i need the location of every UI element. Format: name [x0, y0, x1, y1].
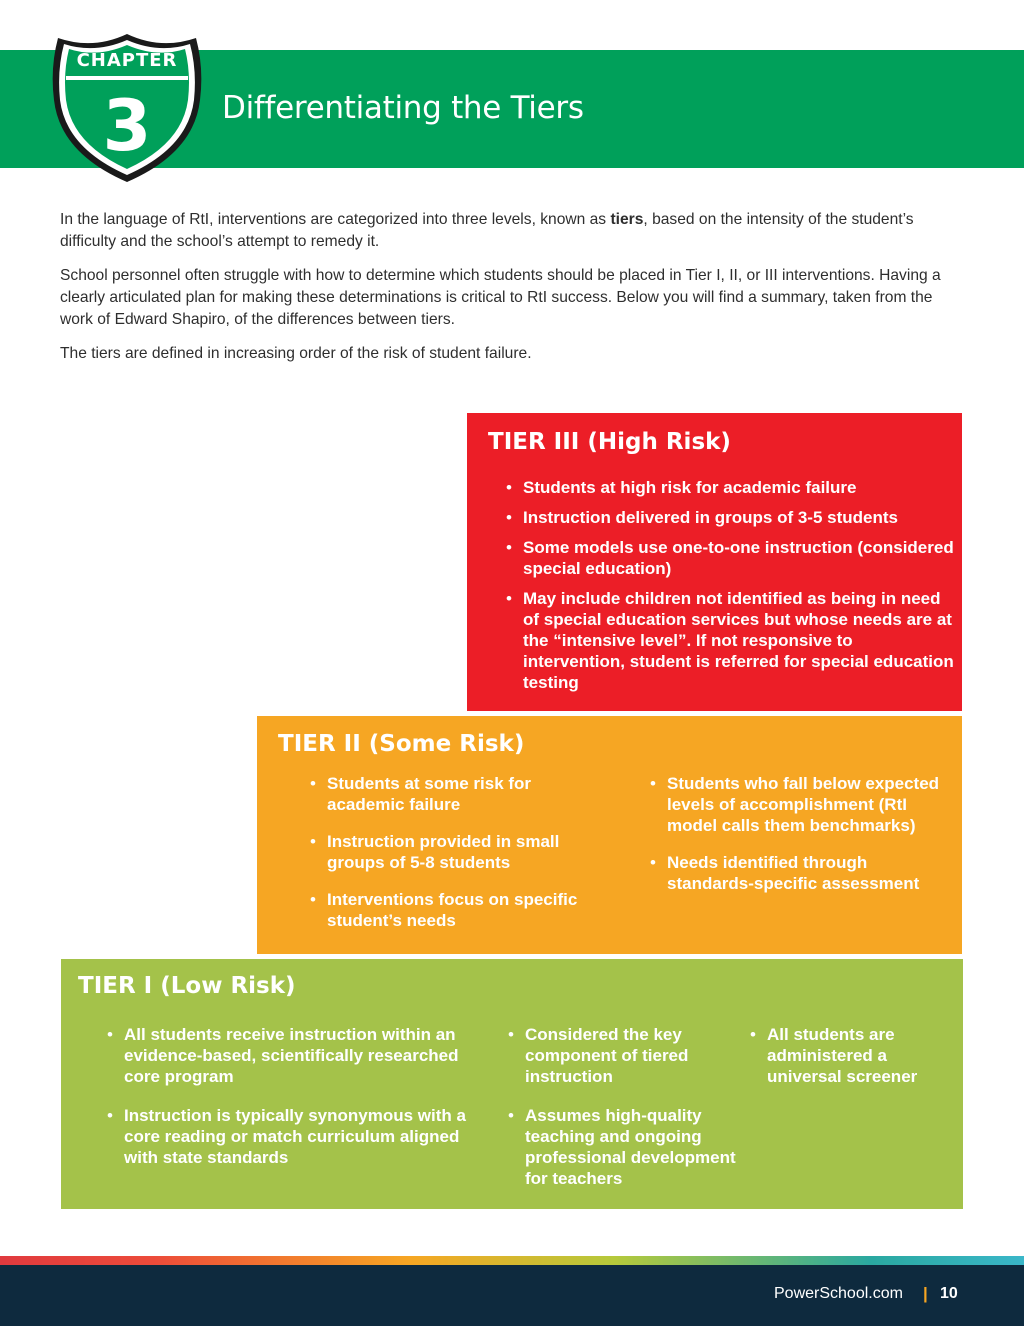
intro-paragraph-1	[60, 209, 965, 253]
list-item-text: All students receive instruction within an evidence-based, scientifically researched core program	[124, 1025, 459, 1086]
intro-paragraph-3: The tiers are defined in increasing order of the risk of student failure.	[60, 345, 532, 362]
tier-3-title: TIER III (High Risk)	[488, 429, 731, 455]
list-item-text: Instruction delivered in groups of 3-5 students	[523, 508, 898, 527]
list-item	[310, 889, 600, 931]
bullet-icon: •	[310, 774, 316, 793]
tier-2-list-left	[310, 773, 600, 947]
bullet-icon: •	[506, 538, 512, 557]
bullet-icon: •	[650, 853, 656, 872]
bullet-icon: •	[508, 1106, 514, 1125]
footer-site-link[interactable]: PowerSchool.com	[774, 1285, 903, 1302]
list-item-text: Considered the key component of tiered instruction	[525, 1025, 689, 1086]
bullet-icon: •	[310, 832, 316, 851]
list-item-text: Interventions focus on specific student’s needs	[327, 890, 578, 930]
tier-1-title: TIER I (Low Risk)	[78, 973, 296, 999]
bullet-icon: •	[506, 508, 512, 527]
bullet-icon: •	[107, 1106, 113, 1125]
list-item-text: Needs identified through standards-specific assessment	[667, 853, 920, 893]
tier-3-box	[467, 413, 962, 711]
list-item-text: Students at high risk for academic failure	[523, 478, 857, 497]
list-item	[107, 1105, 467, 1168]
page-number: 10	[940, 1285, 958, 1302]
list-item	[750, 1024, 950, 1087]
intro-paragraph-2: School personnel often struggle with how to determine which students should be placed in Tier I, II, or III interventions. Having a clearly articulated plan for making these determinations is critical to RtI success. Below you will find a summary, taken from the work of Edward Shapiro, of the differences between tiers.	[60, 267, 941, 328]
list-item	[107, 1024, 467, 1087]
bullet-icon: •	[508, 1025, 514, 1044]
tier-1-list-left	[107, 1024, 467, 1186]
intro-p1-text: In the language of RtI, interventions are categorized into three levels, known as	[60, 211, 611, 228]
list-item-text: All students are administered a universal screener	[767, 1025, 918, 1086]
list-item	[506, 477, 956, 498]
bullet-icon: •	[506, 478, 512, 497]
chapter-number: 3	[102, 85, 152, 167]
tier-2-list-right	[650, 773, 950, 910]
list-item	[650, 852, 950, 894]
chapter-label: CHAPTER	[76, 50, 178, 71]
tier-1-list-middle	[508, 1024, 758, 1207]
list-item	[508, 1024, 758, 1087]
intro-p1-text-end: , based on the intensity of the student’s difficulty and the school’s attempt to remedy it.	[60, 211, 914, 250]
bullet-icon: •	[650, 774, 656, 793]
list-item-text: Students at some risk for academic failure	[327, 774, 532, 814]
list-item-text: Some models use one-to-one instruction (considered special education)	[523, 538, 954, 578]
tier-3-list	[506, 477, 956, 702]
tier-2-box	[257, 716, 962, 954]
list-item	[310, 773, 600, 815]
list-item	[506, 537, 956, 579]
intro-text	[60, 209, 965, 377]
list-item-text: Instruction provided in small groups of 5-8 students	[327, 832, 560, 872]
list-item	[650, 773, 950, 836]
bullet-icon: •	[506, 589, 512, 608]
footer-color-stripe	[0, 1256, 1024, 1265]
bullet-icon: •	[310, 890, 316, 909]
intro-p1-bold: tiers	[610, 211, 644, 228]
list-item-text: Students who fall below expected levels of accomplishment (RtI model calls them benchmarks)	[667, 774, 940, 835]
bullet-icon: •	[750, 1025, 756, 1044]
list-item	[506, 507, 956, 528]
list-item-text: Instruction is typically synonymous with a core reading or match curriculum aligned with state standards	[124, 1106, 466, 1167]
page-title: Differentiating the Tiers	[222, 90, 584, 126]
tier-2-title: TIER II (Some Risk)	[278, 731, 525, 757]
footer-separator: |	[923, 1284, 928, 1303]
list-item	[506, 588, 956, 693]
list-item	[508, 1105, 758, 1189]
list-item-text: May include children not identified as being in need of special education services but whose needs are at the “intensive level”. If not responsive to intervention, student is referred for special education testing	[523, 589, 954, 692]
tier-1-list-right	[750, 1024, 950, 1105]
list-item	[310, 831, 600, 873]
bullet-icon: •	[107, 1025, 113, 1044]
list-item-text: Assumes high-quality teaching and ongoing professional development for teachers	[525, 1106, 736, 1188]
tier-1-box	[61, 959, 963, 1209]
